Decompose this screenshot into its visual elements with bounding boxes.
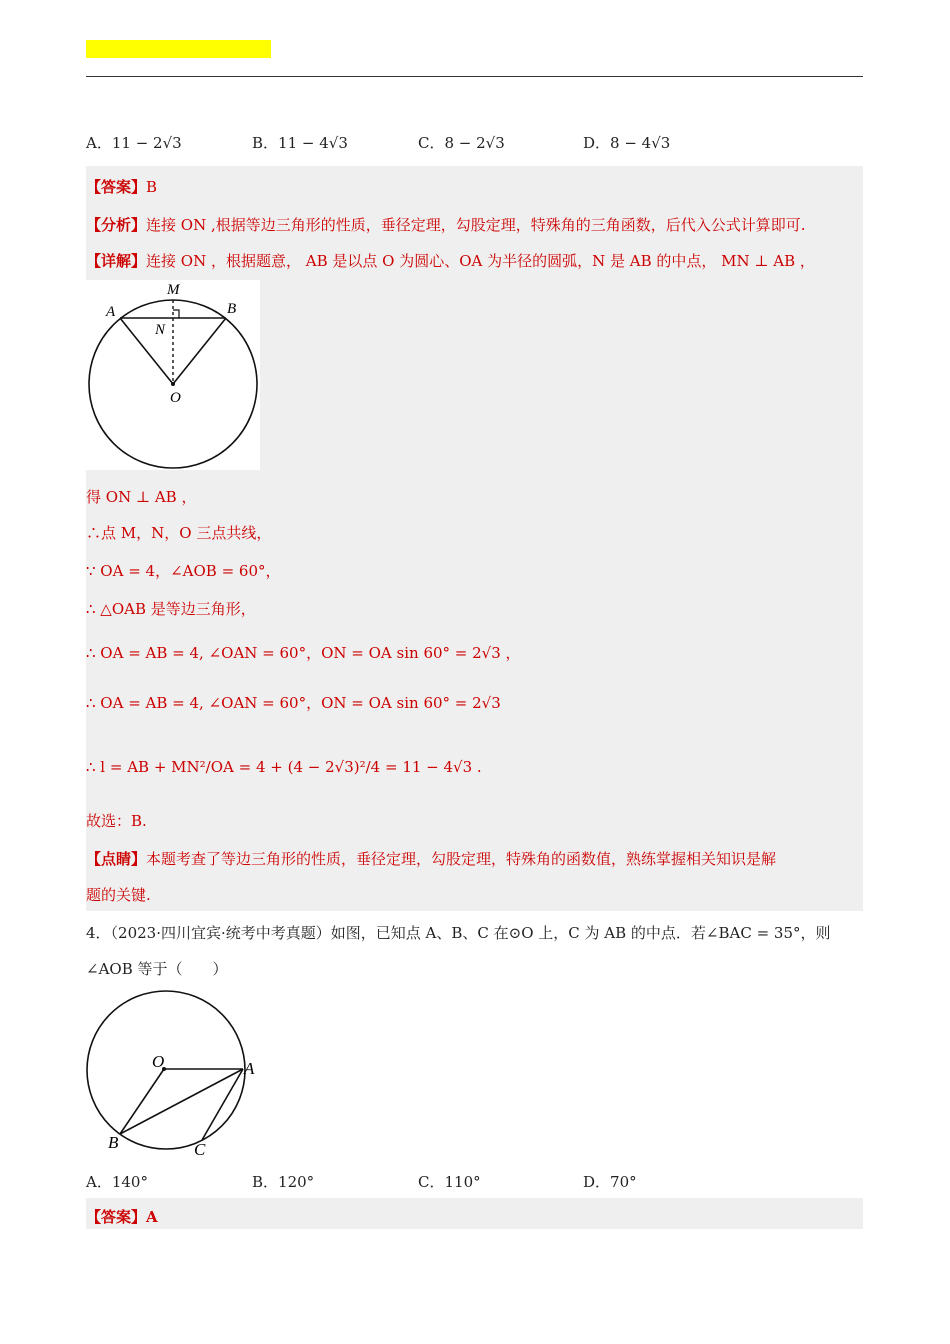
comment-tag: 【点睛】: [86, 850, 147, 868]
detail-text: 连接 ON ，根据题意， AB 是以点 O 为圆心、OA 为半径的圆弧，N 是 AB 的中点， MN ⊥ AB ，: [146, 252, 815, 270]
figure-1-svg: [86, 280, 260, 470]
q3-options: [86, 132, 866, 156]
q4-stem-line-1: 4．（2023·四川宜宾·统考中考真题）如图，已知点 A、B、C 在⊙O 上，C 为 AB 的中点．若∠BAC = 35°，则: [86, 924, 831, 942]
q4-answer-block: [86, 1198, 863, 1229]
figure-2-svg: [86, 990, 286, 1170]
analysis-text: 连接 ON ,根据等边三角形的性质，垂径定理，勾股定理，特殊角的三角函数，后代入公式计算即可.: [146, 216, 806, 234]
q4-option-c: C．110°: [418, 1173, 481, 1191]
answer-value: B: [146, 178, 158, 196]
q4-stem-line-2: ∠AOB 等于（ ）: [86, 960, 228, 978]
analysis-line: [86, 214, 806, 235]
detail-line: [86, 250, 815, 271]
option-a: A．11 − 2√3: [86, 134, 182, 152]
q4-option-b: B．120°: [252, 1173, 315, 1191]
q4-option-a: A．140°: [86, 1173, 148, 1191]
option-d: D．8 − 4√3: [583, 134, 671, 152]
step-7: ∴ l = AB + MN²/OA = 4 + (4 − 2√3)²/4 = 11 − 4√3 .: [86, 758, 482, 776]
analysis-tag: 【分析】: [86, 216, 147, 234]
q4-answer-value: A: [146, 1208, 158, 1226]
label-b2: B: [108, 1133, 119, 1152]
comment-line-1: [86, 848, 776, 869]
answer-tag: 【答案】: [86, 178, 147, 196]
q4-options: [86, 1171, 866, 1195]
solution-block: [86, 166, 863, 911]
q4-answer-tag: 【答案】: [86, 1208, 147, 1226]
answer-line: [86, 176, 157, 197]
detail-tag: 【详解】: [86, 252, 147, 270]
step-6: ∴ OA = AB = 4, ∠OAN = 60°，ON = OA sin 60° = 2√3: [86, 694, 501, 712]
step-4: ∴ △OAB 是等边三角形，: [86, 600, 256, 618]
label-o2: O: [152, 1052, 165, 1071]
step-3: ∵ OA = 4，∠AOB = 60°，: [86, 562, 281, 580]
step-1: 得 ON ⊥ AB ，: [86, 488, 197, 506]
q4-answer-line: [86, 1206, 158, 1227]
figure-circle-arc: [86, 280, 260, 470]
step-2: ∴点 M，N，O 三点共线，: [86, 524, 272, 542]
step-5: ∴ OA = AB = 4, ∠OAN = 60°，ON = OA sin 60° = 2√3 ，: [86, 644, 521, 662]
choose-line: 故选：B.: [86, 812, 147, 830]
q4-option-d: D．70°: [583, 1173, 637, 1191]
option-c: C．8 − 2√3: [418, 134, 505, 152]
comment-text-1: 本题考查了等边三角形的性质，垂径定理，勾股定理，特殊角的函数值，熟练掌握相关知识是解: [146, 850, 777, 868]
label-m: M: [167, 282, 180, 298]
highlight-bar: [86, 40, 271, 58]
label-c2: C: [194, 1140, 206, 1159]
label-a: A: [106, 304, 116, 320]
label-a2: A: [244, 1059, 255, 1078]
option-b: B．11 − 4√3: [252, 134, 348, 152]
comment-line-2: 题的关键.: [86, 886, 151, 904]
figure-circle-q4: [86, 990, 286, 1174]
label-n: N: [155, 322, 166, 338]
header-rule: [86, 76, 863, 77]
label-b: B: [227, 301, 237, 317]
label-o: O: [170, 390, 181, 406]
